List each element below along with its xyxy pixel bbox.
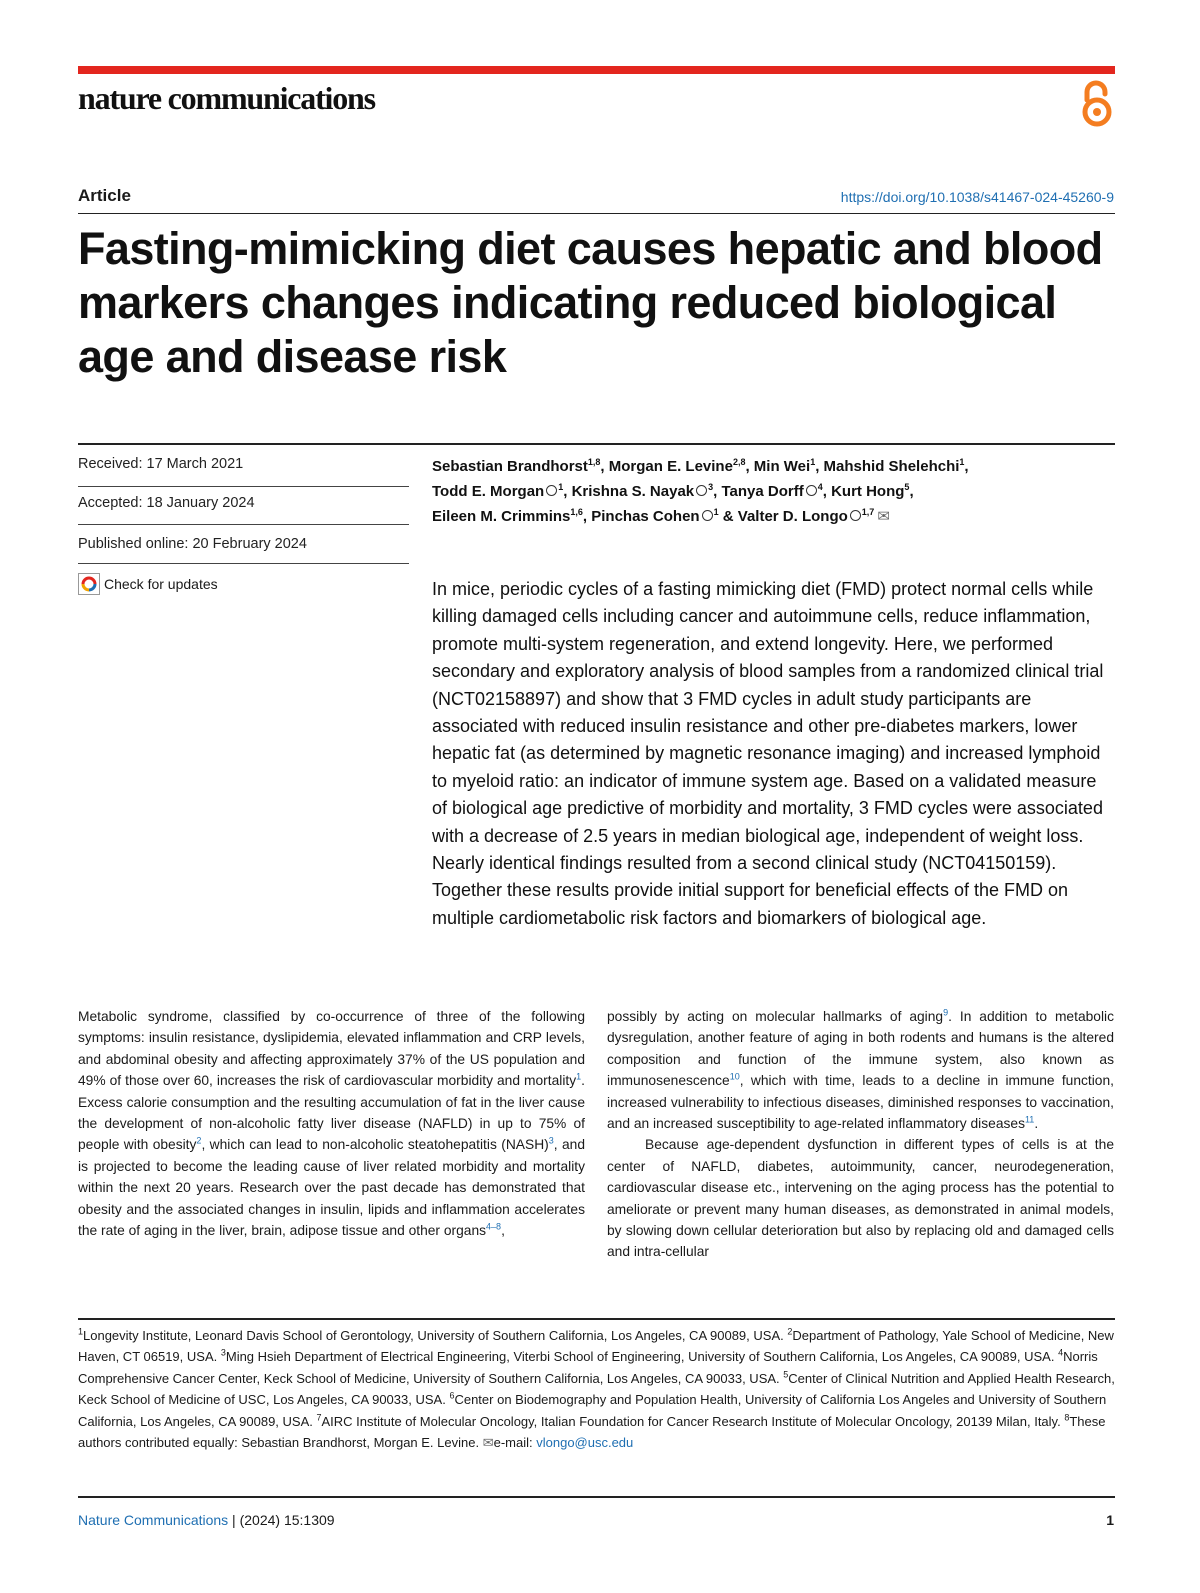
author-affiliation-ref: 1,6 (570, 507, 583, 517)
article-title: Fasting-mimicking diet causes hepatic and blood markers changes indicating reduced biological age and disease risk (78, 223, 1103, 382)
affiliations (78, 1325, 1115, 1453)
affiliation-text: Norris Comprehensive Cancer Center, Keck School of Medicine, University of Southern California, Los Angeles, CA 90033, USA. (78, 1349, 1098, 1386)
mail-icon[interactable]: ✉ (877, 508, 890, 525)
body-column-left (78, 1006, 585, 1241)
email-label: e-mail: (493, 1435, 537, 1451)
affiliation-text: These authors contributed equally: Sebastian Brandhorst, Morgan E. Levine. (78, 1413, 1106, 1451)
author-name[interactable]: Sebastian Brandhorst (432, 458, 588, 475)
body-text: . Excess calorie consumption and the resulting accumulation of fat in the liver cause the development of non-alcoholic fatty liver disease (NAFLD) in up to 75% of people with obesity (78, 1073, 585, 1153)
body-text: , (501, 1223, 505, 1239)
body-column-right (607, 1006, 1114, 1263)
page-number: 1 (1106, 1512, 1114, 1528)
mail-icon: ✉ (482, 1435, 494, 1451)
body-text: , and is projected to become the leading cause of liver related morbidity and mortality within the next 20 years. Research over the past decade has demonstrated that obesity and the associated changes in insulin, lipids and inflammation accelerates the rate of aging in the liver, brain, adipose tissue and other organs (78, 1137, 585, 1239)
affiliation-text: Center on Biodemography and Population Health, University of California Los Angeles and University of Southern California, Los Angeles, CA 90089, USA. (78, 1392, 1107, 1429)
author-affiliation-ref: 2,8 (732, 457, 746, 467)
affiliation-number: 6 (449, 1390, 455, 1401)
author-affiliation-ref: 1 (713, 507, 719, 517)
meta-divider (78, 486, 409, 487)
check-updates-icon (78, 573, 100, 595)
affiliation-number: 4 (1058, 1348, 1064, 1359)
body-paragraph (607, 1006, 1114, 1134)
accepted-date: Accepted: 18 January 2024 (78, 495, 255, 511)
orcid-icon[interactable] (806, 485, 817, 496)
footer-citation (78, 1512, 335, 1528)
body-text: Metabolic syndrome, classified by co-occurrence of three of the following symptoms: insulin resistance, dyslipidemia, elevated inflammation and CRP levels, and abdominal obesity and affecting approximately 37% of the US population and 49% of those over 60, increases the risk of cardiovascular morbidity and mortality (78, 1009, 585, 1089)
footer-volume: | (2024) 15:1309 (228, 1512, 335, 1528)
affiliation-text: Center of Clinical Nutrition and Applied Health Research, Keck School of Medicine of USC, Los Angeles, CA 90033, USA. (78, 1370, 1115, 1408)
affiliation-number: 7 (316, 1412, 322, 1423)
body-text: , which can lead to non-alcoholic steatohepatitis (NASH) (201, 1137, 549, 1153)
affiliations-rule (78, 1318, 1115, 1320)
author-affiliation-ref: 1 (810, 457, 816, 467)
author-name[interactable]: Eileen M. Crimmins (432, 508, 571, 525)
meta-divider (78, 524, 409, 525)
author-name[interactable]: Tanya Dorff (721, 483, 804, 500)
footer-rule (78, 1496, 1115, 1498)
body-text: possibly by acting on molecular hallmarks of aging (607, 1009, 944, 1024)
citation-ref[interactable]: 9 (943, 1007, 949, 1018)
affiliation-number: 2 (787, 1326, 793, 1337)
citation-ref[interactable]: 4–8 (486, 1221, 502, 1232)
received-date: Received: 17 March 2021 (78, 456, 244, 472)
author-affiliation-ref: 1 (558, 482, 564, 492)
author-list: Sebastian Brandhorst$^{1,8}$, Morgan E. Levine$^{2,8}$, Min Wei$^1$, Mahshid Shelehchi$^1$, Todd E. Morgan $^1$, Krishna S. Nayak $^3$, Tanya Dorff $^4$, Kurt Hong$^5$, Eileen M. Crimmins$^{1,6}$, Pinchas Cohen $^1$ & Valter D. Longo $^{1,7}$ ✉ (432, 454, 1115, 529)
author-affiliation-ref: 1,7 (861, 507, 875, 517)
article-type: Article (78, 186, 131, 205)
body-paragraph (78, 1006, 585, 1241)
citation-ref[interactable]: 2 (196, 1135, 202, 1146)
author-name[interactable]: Kurt Hong (831, 483, 905, 500)
orcid-icon[interactable] (546, 485, 557, 496)
author-name[interactable]: Morgan E. Levine (608, 458, 733, 475)
meta-divider (78, 563, 409, 564)
meta-top-rule (78, 443, 1115, 445)
open-access-icon (1080, 80, 1114, 128)
author-affiliation-ref: 3 (708, 482, 714, 492)
citation-ref[interactable]: 11 (1024, 1114, 1035, 1125)
orcid-icon[interactable] (850, 510, 861, 521)
affiliation-text: Longevity Institute, Leonard Davis School of Gerontology, University of Southern California, Los Angeles, CA 90089, USA. (83, 1328, 788, 1343)
citation-ref[interactable]: 1 (576, 1071, 582, 1082)
affiliation-number: 3 (220, 1348, 226, 1359)
affiliation-number: 8 (1064, 1412, 1070, 1423)
orcid-icon[interactable] (702, 510, 713, 521)
author-name[interactable]: Mahshid Shelehchi (823, 458, 960, 475)
check-updates-label: Check for updates (104, 576, 218, 592)
doi-link[interactable]: https://doi.org/10.1038/s41467-024-45260-9 (840, 189, 1114, 205)
author-affiliation-ref: 4 (817, 482, 823, 492)
abstract: In mice, periodic cycles of a fasting mimicking diet (FMD) protect normal cells while killing damaged cells including cancer and autoimmune cells, reduce inflammation, promote multi-system regeneration, and extend longevity. Here, we performed secondary and exploratory analysis of blood samples from a randomized clinical trial (NCT02158897) and show that 3 FMD cycles in adult study participants are associated with reduced insulin resistance and other pre-diabetes markers, lower hepatic fat (as determined by magnetic resonance imaging) and increased lymphoid to myeloid ratio: an indicator of immune system age. Based on a validated measure of biological age predictive of morbidity and mortality, 3 FMD cycles were associated with a decrease of 2.5 years in median biological age, independent of weight loss. Nearly identical findings resulted from a second clinical study (NCT04150159). Together these results provide initial support for beneficial effects of the FMD on multiple cardiometabolic risk factors and biomarkers of biological age. (432, 579, 1104, 928)
affiliation-text: AIRC Institute of Molecular Oncology, Italian Foundation for Cancer Research Institute of Molecular Oncology, 20139 Milan, Italy. (321, 1413, 1065, 1429)
author-affiliation-ref: 1,8 (587, 457, 601, 467)
orcid-icon[interactable] (696, 485, 707, 496)
citation-ref[interactable]: 3 (548, 1135, 554, 1146)
affiliation-number: 5 (783, 1369, 789, 1380)
affiliation-number: 1 (78, 1326, 84, 1337)
author-name[interactable]: Min Wei (753, 458, 811, 475)
footer-journal-link[interactable]: Nature Communications (78, 1512, 229, 1528)
published-date: Published online: 20 February 2024 (78, 536, 307, 552)
body-text: . In addition to metabolic dysregulation, another feature of aging in both rodents and humans is the altered composition and function of the immune system, also known as immunosenescence (607, 1009, 1114, 1089)
affiliation-text: Ming Hsieh Department of Electrical Engineering, Viterbi School of Engineering, University of Southern California, Los Angeles, CA 90089, USA. (225, 1349, 1059, 1365)
check-for-updates-button[interactable] (78, 572, 218, 596)
citation-ref[interactable]: 10 (729, 1071, 740, 1082)
author-affiliation-ref: 1 (959, 457, 965, 467)
author-name[interactable]: Krishna S. Nayak (571, 483, 695, 500)
email-link[interactable]: vlongo@usc.edu (536, 1435, 634, 1451)
header-divider (78, 213, 1115, 214)
body-paragraph: Because age-dependent dysfunction in different types of cells is at the center of NAFLD, diabetes, autoimmunity, cancer, neurodegeneration, cardiovascular disease etc., intervening on the aging process has the potential to ameliorate or prevent many human diseases, as demonstrated in animal models, by slowing down cellular deterioration but also by replacing old and damaged cells and intra-cellular (607, 1137, 1114, 1260)
author-name[interactable]: Todd E. Morgan (432, 483, 545, 500)
body-text: , which with time, leads to a decline in immune function, increased vulnerability to infectious diseases, diminished responses to vaccination, and an increased susceptibility to age-related inflammatory diseases (607, 1073, 1114, 1132)
body-text: . (1034, 1116, 1039, 1132)
affiliation-text: Department of Pathology, Yale School of Medicine, New Haven, CT 06519, USA. (78, 1328, 1114, 1365)
journal-logo[interactable]: nature communications (78, 80, 375, 116)
author-name[interactable]: Valter D. Longo (737, 508, 848, 525)
author-affiliation-ref: 5 (904, 482, 910, 492)
author-name[interactable]: Pinchas Cohen (591, 508, 700, 525)
header-accent-rule (78, 66, 1115, 74)
